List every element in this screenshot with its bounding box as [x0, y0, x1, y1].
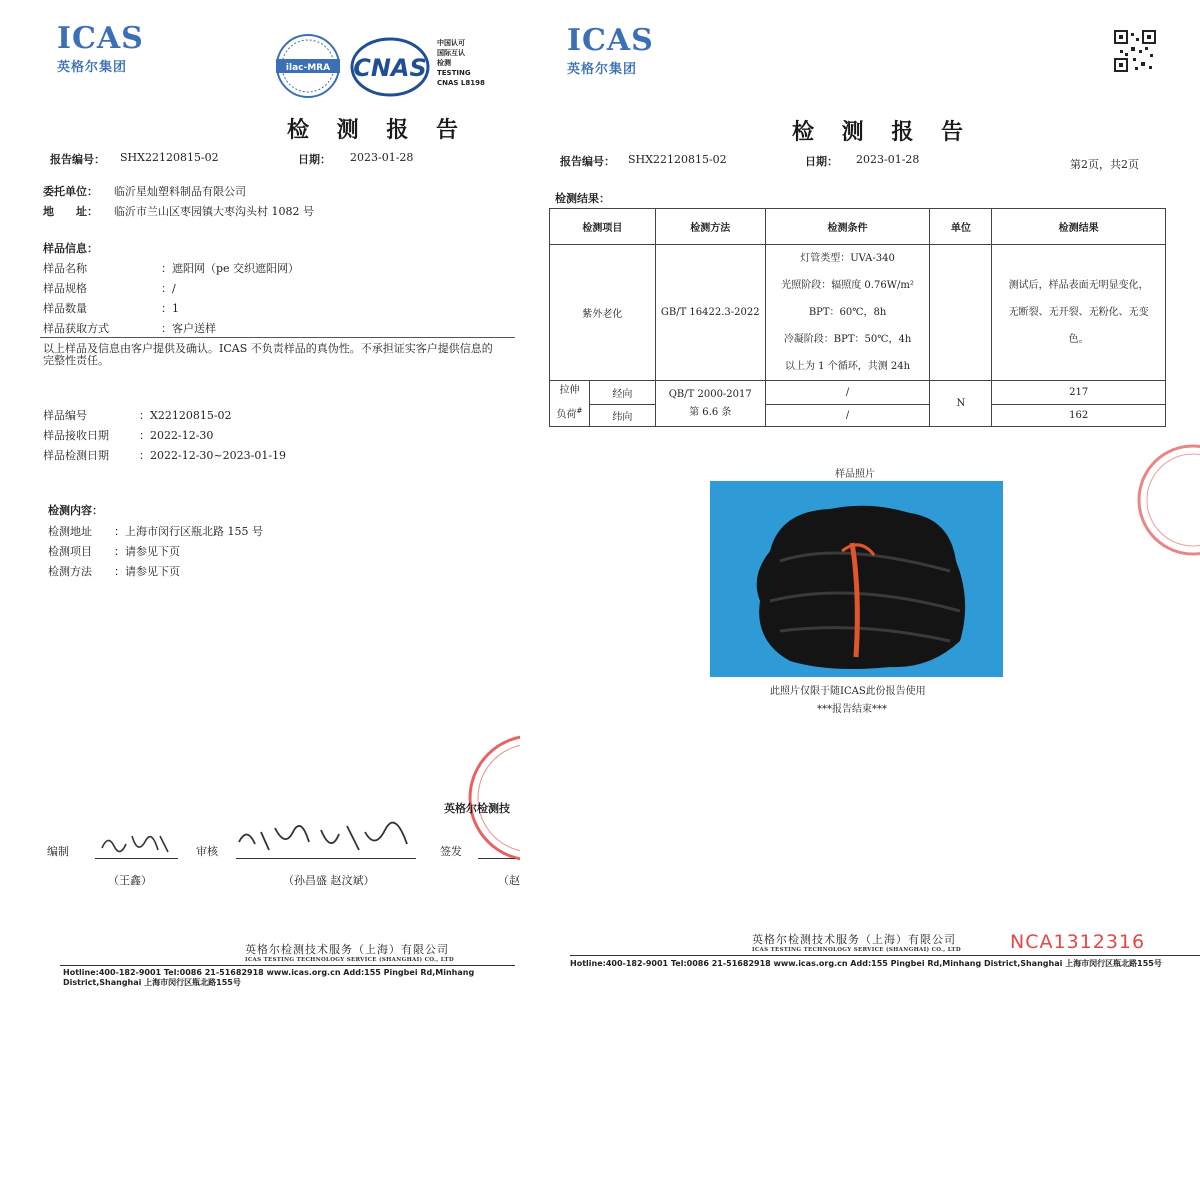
- date-label: 日期：: [298, 153, 331, 166]
- cnas-logo-icon: [350, 36, 430, 98]
- approver-sign-line: [478, 858, 515, 859]
- ilac-mra-text: ilac-MRA: [285, 63, 331, 73]
- test-row: 检测方法 ：请参见下页: [48, 565, 180, 578]
- sample-detail-row: 样品编号 ：X22120815-02: [43, 409, 232, 422]
- footer-company-en: ICAS TESTING TECHNOLOGY SERVICE (SHANGHAI) CO., LTD: [752, 947, 961, 953]
- tensile-item-line-1: 拉伸: [559, 385, 580, 397]
- uv-result: [992, 245, 1166, 381]
- report-page-2: [520, 0, 1200, 985]
- footer-address: Hotline:400-182-9001 Tel:0086 21-51682918 www.icas.org.cn Add:155 Pingbei Rd,Minhang District,Shanghai 上海市闵行区瓶北路155号: [63, 968, 475, 987]
- uv-condition-line: 灯管类型：UVA-340: [800, 253, 895, 264]
- qr-code-icon: [1114, 30, 1156, 76]
- test-content-heading: 检测内容：: [48, 504, 103, 517]
- page-title: 检 测 报 告: [792, 120, 973, 145]
- ilac-mra-icon: [272, 32, 344, 100]
- sample-info-list: [43, 259, 299, 339]
- weft-conditions: /: [765, 405, 930, 427]
- cnas-caption-testing: TESTING: [437, 69, 471, 77]
- uv-condition-line: 以上为 1 个循环，共测 24h: [785, 361, 911, 372]
- footer-company-cn: 英格尔检测技术服务（上海）有限公司: [245, 943, 449, 956]
- tensile-unit: N: [930, 381, 992, 427]
- table-row-warp: [550, 381, 1166, 405]
- header-result: 检测结果: [992, 209, 1166, 245]
- uv-conditions: [765, 245, 930, 381]
- editor-sign-line: [95, 858, 178, 859]
- sample-detail-row: 样品接收日期 ：2022-12-30: [43, 429, 214, 442]
- uv-result-line: 色。: [1068, 334, 1089, 345]
- approver-label: 签发: [440, 845, 462, 858]
- icas-logo: ICAS: [57, 21, 144, 56]
- cnas-caption: [437, 38, 485, 88]
- header-conditions: 检测条件: [765, 209, 930, 245]
- editor-name: （王鑫）: [108, 874, 152, 887]
- footer-line: [570, 955, 1200, 956]
- report-no: SHX22120815-02: [120, 151, 219, 164]
- reviewer-sign-line: [236, 858, 416, 859]
- sample-info-heading: 样品信息：: [43, 242, 98, 255]
- tensile-method-line-1: QB/T 2000-2017: [668, 388, 752, 400]
- date: 2023-01-28: [350, 151, 414, 164]
- table-header-row: [550, 209, 1166, 245]
- reviewer-signature-icon: [235, 820, 415, 860]
- reviewer-label: 审核: [196, 845, 218, 858]
- sample-row: 样品获取方式 ：客户送样: [43, 322, 216, 335]
- results-heading: 检测结果：: [555, 192, 610, 205]
- cnas-caption-number: CNAS L8198: [437, 79, 485, 87]
- sample-row: 样品数量 ：1: [43, 302, 179, 315]
- uv-method: GB/T 16422.3-2022: [655, 245, 765, 381]
- icas-logo-cn: 英格尔集团: [57, 60, 128, 75]
- cnas-logo-text: CNAS: [353, 54, 427, 82]
- report-no-label: 报告编号：: [560, 155, 615, 168]
- uv-item: 紫外老化: [550, 245, 656, 381]
- test-row: 检测地址 ：上海市闵行区瓶北路 155 号: [48, 525, 263, 538]
- tensile-item-line-2: 负荷#: [556, 407, 583, 421]
- test-row: 检测项目 ：请参见下页: [48, 545, 180, 558]
- warp-conditions: /: [765, 381, 930, 405]
- icas-logo: ICAS: [567, 23, 654, 58]
- end-note: ***报告结束***: [817, 704, 887, 715]
- footer-address: Hotline:400-182-9001 Tel:0086 21-51682918 www.icas.org.cn Add:155 Pingbei Rd,Minhang District,Shanghai 上海市闵行区瓶北路155号: [570, 959, 1162, 968]
- tensile-method-line-2: 第 6.6 条: [689, 406, 732, 418]
- tensile-method: [655, 381, 765, 427]
- reviewer-name: （孙昌盛 赵汶斌）: [283, 874, 375, 887]
- uv-condition-line: 冷凝阶段：BPT：50℃，4h: [783, 334, 912, 345]
- editor-signature-icon: [98, 826, 178, 858]
- warp-value: 217: [992, 381, 1166, 405]
- date-label: 日期：: [805, 155, 838, 168]
- table-row-weft: [550, 405, 1166, 427]
- client: 临沂星灿塑料制品有限公司: [114, 185, 246, 198]
- cnas-caption-line-3: 检测: [437, 59, 451, 67]
- sample-detail-list: [43, 406, 286, 466]
- page-indicator: 第2页，共2页: [1070, 158, 1139, 171]
- uv-unit: [930, 245, 992, 381]
- header-item: 检测项目: [550, 209, 656, 245]
- footer-company-en: ICAS TESTING TECHNOLOGY SERVICE (SHANGHAI) CO., LTD: [245, 957, 454, 963]
- sample-photo: [710, 481, 1003, 677]
- header-method: 检测方法: [655, 209, 765, 245]
- company-seal-icon: [462, 728, 522, 868]
- address-label: 地 址：: [43, 205, 98, 218]
- uv-result-line: 测试后，样品表面无明显变化，: [1008, 280, 1149, 291]
- address: 临沂市兰山区枣园镇大枣沟头村 1082 号: [114, 205, 314, 218]
- divider: [40, 337, 515, 338]
- serial-number: NCA1312316: [1010, 931, 1146, 953]
- uv-condition-line: 光照阶段：辐照度 0.76W/m²: [781, 280, 914, 291]
- photo-caption: 样品照片: [835, 469, 875, 480]
- uv-result-line: 无断裂、无开裂、无粉化、无变: [1008, 307, 1149, 318]
- table-row-uv: [550, 245, 1166, 381]
- sample-detail-row: 样品检测日期 ：2022-12-30~2023-01-19: [43, 449, 287, 462]
- cnas-caption-line-1: 中国认可: [437, 39, 465, 47]
- footer-line: [60, 965, 515, 966]
- footer-company-cn: 英格尔检测技术服务（上海）有限公司: [752, 933, 956, 946]
- sample-row: 样品名称 ：遮阳网（pe 交织遮阳网）: [43, 262, 300, 275]
- sample-photo-image-icon: [710, 481, 1003, 677]
- icas-logo-cn: 英格尔集团: [567, 62, 638, 77]
- disclaimer-line-2: 完整性责任。: [43, 354, 109, 367]
- client-label: 委托单位：: [43, 185, 98, 198]
- disclaimer-line-1: 以上样品及信息由客户提供及确认。ICAS 不负责样品的真伪性。不承担证实客户提供信息的: [43, 342, 493, 355]
- editor-label: 编制: [47, 845, 69, 858]
- report-no-label: 报告编号：: [50, 153, 105, 166]
- warp-label: 经向: [589, 381, 655, 405]
- date: 2023-01-28: [856, 153, 920, 166]
- cnas-caption-line-2: 国际互认: [437, 49, 465, 57]
- company-seal-icon: [1123, 440, 1200, 560]
- approver-name: （赵: [498, 874, 520, 887]
- report-no: SHX22120815-02: [628, 153, 727, 166]
- sample-row: 样品规格 ：/: [43, 282, 176, 295]
- tensile-item: [550, 381, 590, 427]
- photo-note: 此照片仅限于随ICAS此份报告使用: [770, 686, 926, 697]
- seal-company-text: 英格尔检测技: [444, 802, 510, 815]
- page-title: 检 测 报 告: [287, 118, 468, 143]
- test-content-list: [48, 522, 263, 582]
- uv-condition-line: BPT：60℃，8h: [808, 307, 887, 318]
- header-unit: 单位: [930, 209, 992, 245]
- results-table: [549, 208, 1166, 427]
- report-page-1: [0, 0, 520, 987]
- weft-label: 纬向: [589, 405, 655, 427]
- weft-value: 162: [992, 405, 1166, 427]
